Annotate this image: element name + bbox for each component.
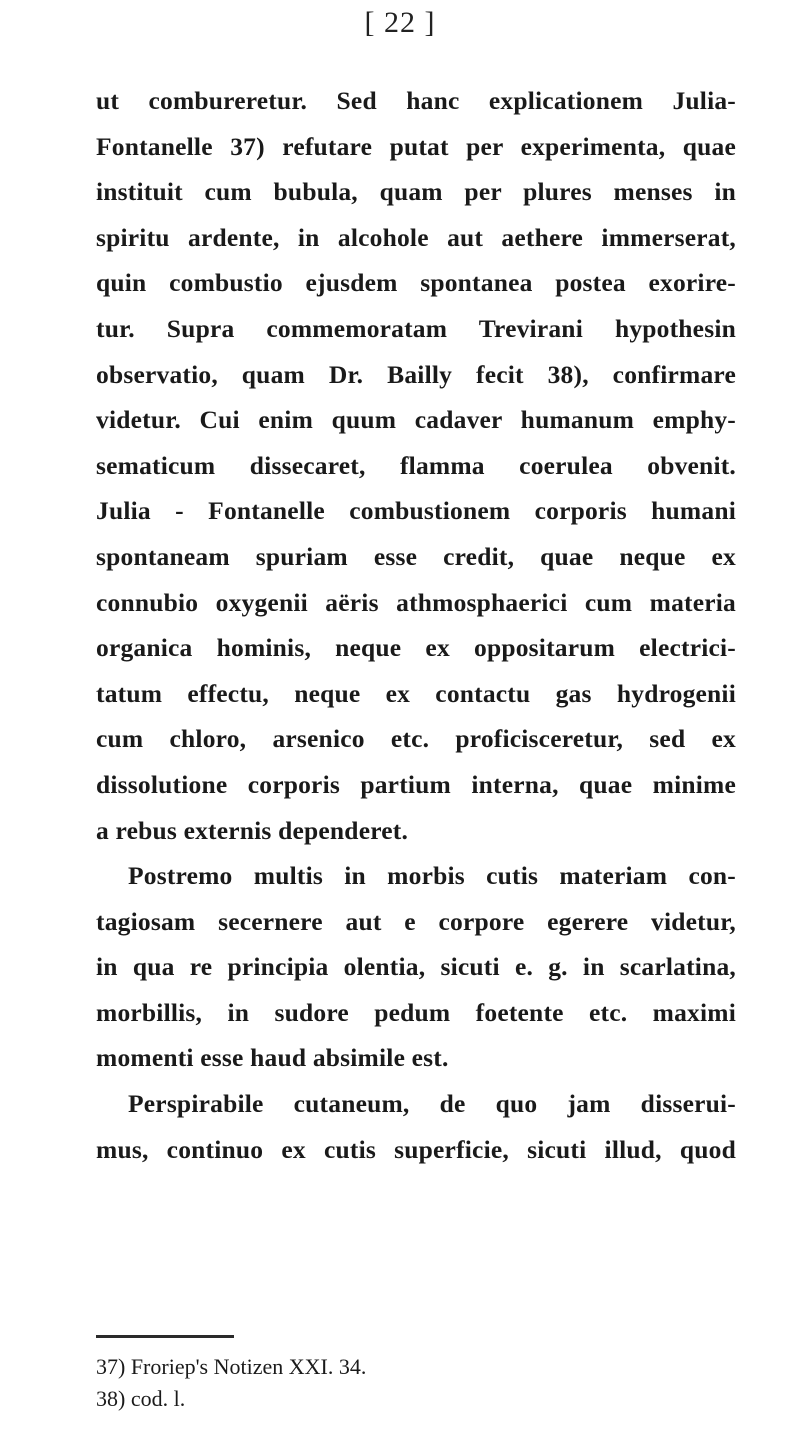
text-line: spiritu ardente, in alcohole aut aethere immerserat, (96, 222, 736, 252)
footnote: 38) cod. l. (96, 1386, 186, 1411)
text-line: dissolutione corporis partium interna, quae minime (96, 769, 736, 799)
body-text (96, 78, 736, 1172)
text-line: cum chloro, arsenico etc. proficisceretur, sed ex (96, 724, 736, 754)
text-line: videtur. Cui enim quum cadaver humanum emphy- (96, 405, 736, 435)
footnote-divider (96, 1335, 234, 1338)
text-line: in qua re principia olentia, sicuti e. g. in scarlatina, (96, 952, 736, 982)
text-line: instituit cum bubula, quam per plures menses in (96, 177, 736, 207)
text-line: Perspirabile cutaneum, de quo jam disserui- (128, 1089, 736, 1119)
page-number: [ 22 ] (364, 6, 436, 39)
text-line: sematicum dissecaret, flamma coerulea obvenit. (96, 450, 736, 480)
text-line: tatum effectu, neque ex contactu gas hydrogenii (96, 678, 736, 708)
text-line: Fontanelle 37) refutare putat per experimenta, quae (96, 131, 736, 161)
text-line: mus, continuo ex cutis superficie, sicuti illud, quod (96, 1134, 736, 1164)
text-line: momenti esse haud absimile est. (96, 1043, 449, 1073)
text-line: observatio, quam Dr. Bailly fecit 38), confirmare (96, 359, 736, 389)
text-line: morbillis, in sudore pedum foetente etc. maximi (96, 997, 736, 1027)
text-line: ut combureretur. Sed hanc explicationem Julia- (96, 86, 736, 115)
text-line: tagiosam secernere aut e corpore egerere videtur, (96, 906, 736, 936)
text-line: connubio oxygenii aëris athmosphaerici cum materia (96, 587, 736, 617)
footnotes (96, 1351, 736, 1415)
text-line: Postremo multis in morbis cutis materiam con- (128, 861, 736, 891)
text-line: Julia - Fontanelle combustionem corporis humani (96, 496, 736, 526)
footnote: 37) Froriep's Notizen XXI. 34. (96, 1354, 367, 1379)
text-line: quin combustio ejusdem spontanea postea exorire- (96, 268, 736, 298)
text-line: spontaneam spuriam esse credit, quae neque ex (96, 541, 736, 571)
text-line: organica hominis, neque ex oppositarum electrici- (96, 633, 736, 663)
text-line: tur. Supra commemoratam Trevirani hypothesin (96, 313, 736, 343)
text-line: a rebus externis dependeret. (96, 815, 409, 845)
